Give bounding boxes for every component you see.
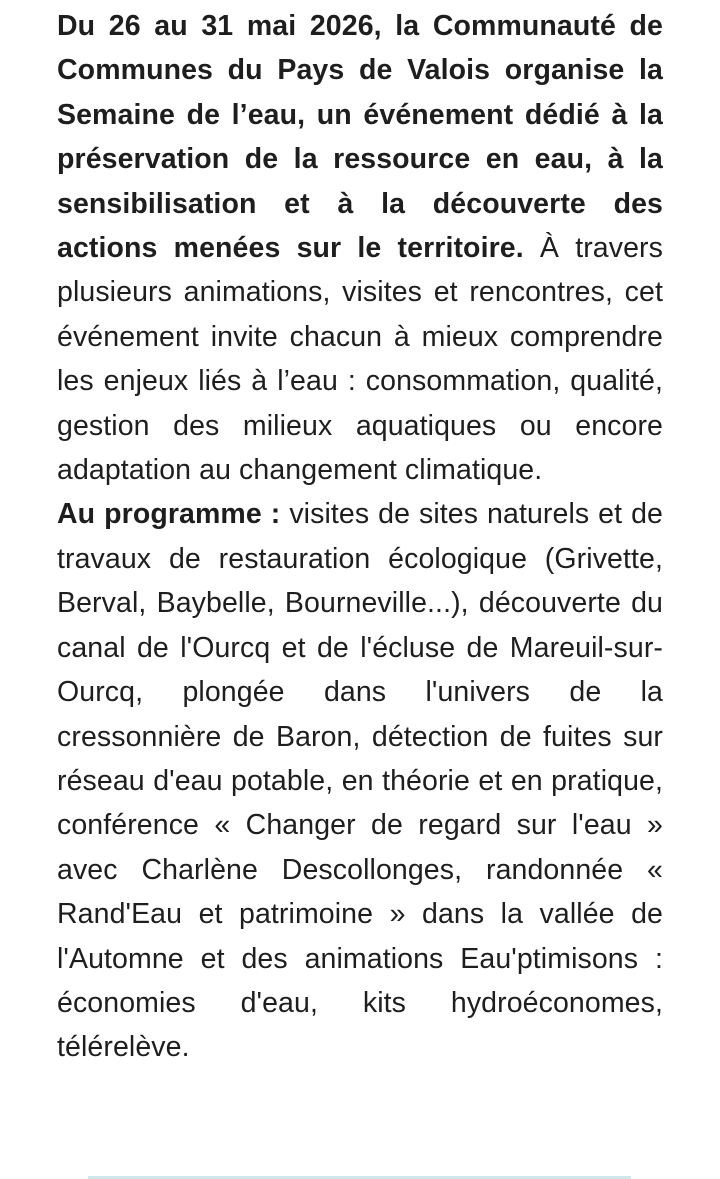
- intro-regular-text: À travers plusieurs animations, visites et rencontres, cet événement invite chacun à mieux comprendre les enjeux liés à l’eau : consommation, qualité, gestion des milieux aquatiques ou encore adaptation au changement climatique.: [57, 232, 663, 487]
- program-label: Au programme :: [57, 498, 281, 531]
- intro-paragraph: [57, 4, 663, 492]
- article-body: [57, 4, 663, 1070]
- intro-bold-text: Du 26 au 31 mai 2026, la Communauté de Communes du Pays de Valois organise la Semaine de l’eau, un événement dédié à la préservation de la ressource en eau, à la sensibilisation et à la découverte des actions menées sur le territoire.: [57, 10, 663, 265]
- program-paragraph: [57, 492, 663, 1069]
- program-text: visites de sites naturels et de travaux de restauration écologique (Grivette, Berval, Baybelle, Bourneville...), découverte du canal de l'Ourcq et de l'écluse de Mareuil-sur-Ourcq, plongée dans l'univers de la cressonnière de Baron, détection de fuites sur réseau d'eau potable, en théorie et en pratique, conférence « Changer de regard sur l'eau » avec Charlène Descollonges, randonnée « Rand'Eau et patrimoine » dans la vallée de l'Automne et des animations Eau'ptimisons : économies d'eau, kits hydroéconomes, télérelève.: [57, 498, 663, 1064]
